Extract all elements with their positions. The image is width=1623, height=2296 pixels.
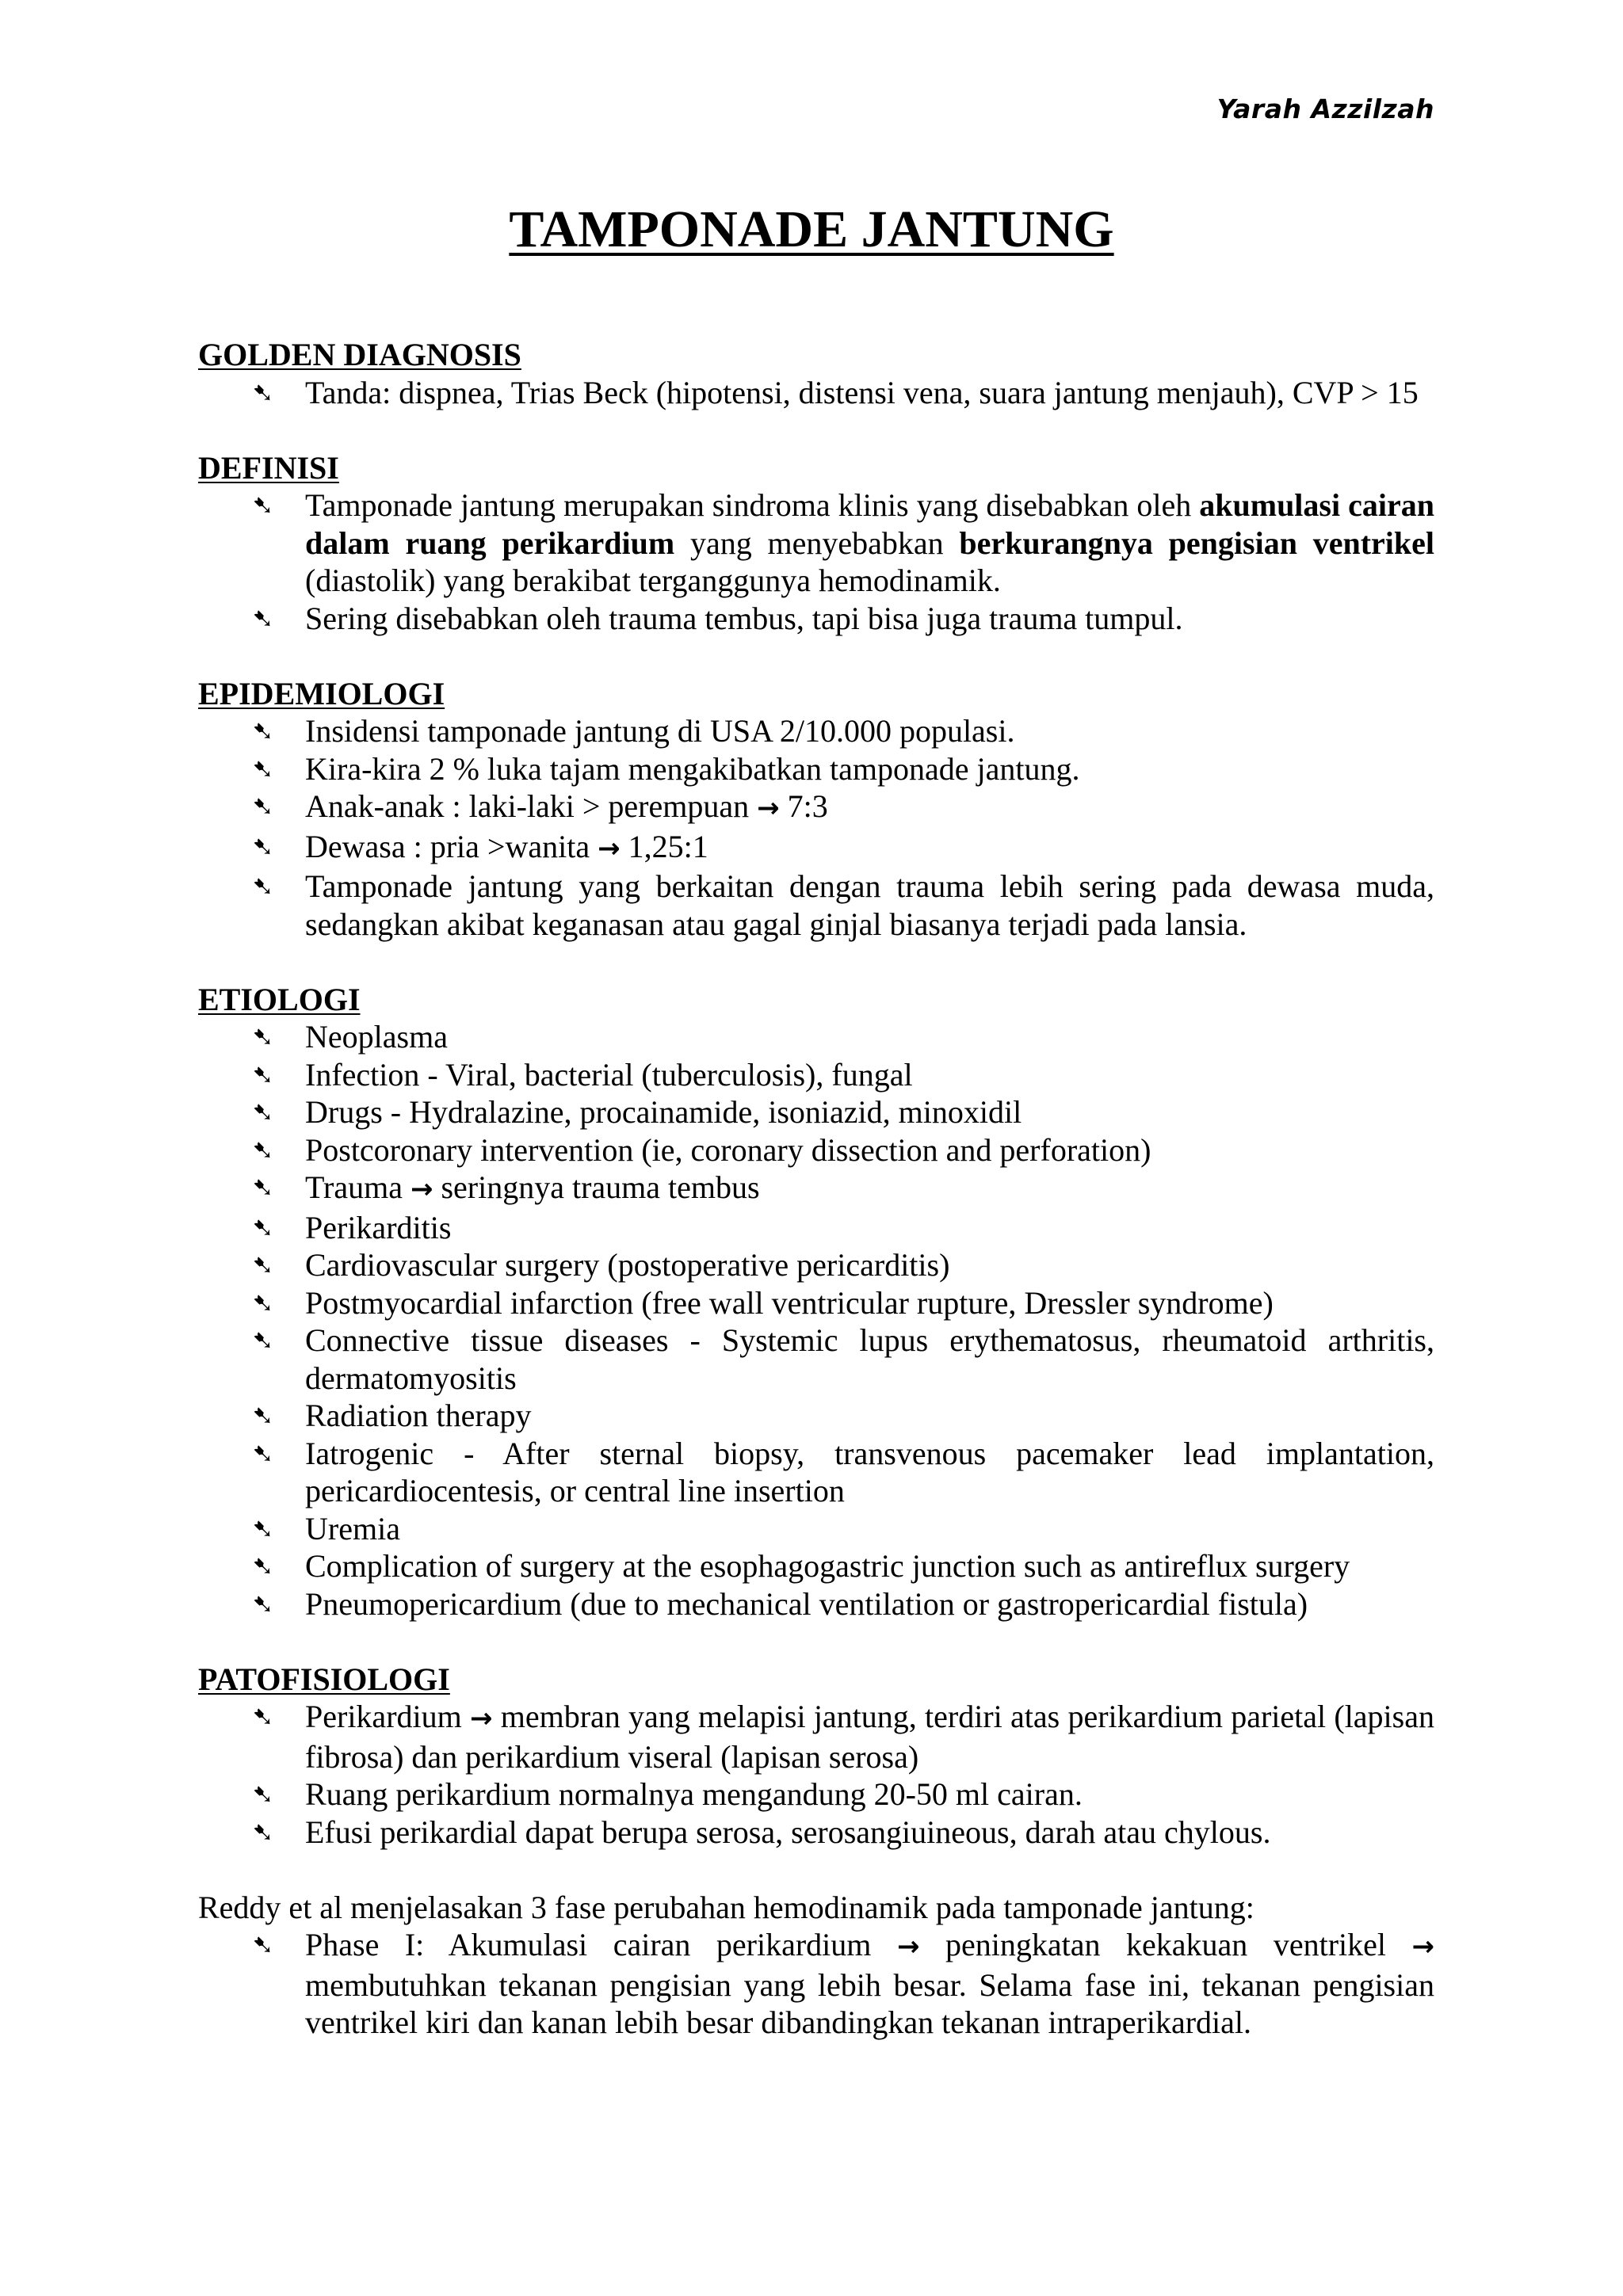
list-item	[198, 1246, 1434, 1284]
bullet-list	[198, 712, 1434, 943]
arrow-bullet-icon: ➷	[252, 1211, 274, 1243]
section-etiologi	[198, 981, 1434, 1623]
list-item-text: Radiation therapy	[305, 1398, 532, 1433]
list-item-text	[305, 829, 708, 864]
list-item-text: Connective tissue diseases - Systemic lupus erythematosus, rheumatoid arthritis, dermatomyositis	[305, 1322, 1434, 1396]
list-item	[198, 1056, 1434, 1094]
arrow-bullet-icon: ➷	[252, 1588, 274, 1619]
list-item	[198, 1093, 1434, 1131]
list-item-text: Uremia	[305, 1510, 400, 1547]
list-item	[198, 750, 1434, 788]
list-item	[198, 1209, 1434, 1247]
list-item-text: Complication of surgery at the esophagogastric junction such as antireflux surgery	[305, 1548, 1350, 1584]
arrow-bullet-icon: ➷	[252, 1816, 274, 1848]
text-run: Anak-anak : laki-laki > perempuan	[305, 788, 750, 824]
bullet-list	[198, 1926, 1434, 2042]
list-item	[198, 1775, 1434, 1814]
list-item	[198, 1698, 1434, 1775]
bullet-list	[198, 374, 1434, 412]
document-title: TAMPONADE JANTUNG	[509, 200, 1114, 258]
section-heading: DEFINISI	[198, 449, 339, 486]
bullet-list	[198, 1018, 1434, 1623]
list-item	[198, 1814, 1434, 1852]
list-item-text: Postcoronary intervention (ie, coronary dissection and perforation)	[305, 1131, 1151, 1168]
arrow-bullet-icon: ➷	[252, 1437, 274, 1469]
list-item-text: Sering disebabkan oleh trauma tembus, tapi bisa juga trauma tumpul.	[305, 600, 1183, 636]
list-item	[198, 1510, 1434, 1548]
list-item	[198, 1435, 1434, 1510]
list-item	[198, 1585, 1434, 1623]
text-run: yang menyebabkan	[674, 524, 960, 561]
arrow-bullet-icon: ➷	[252, 715, 274, 746]
arrow-bullet-icon: ➷	[252, 1701, 274, 1732]
bullet-list	[198, 1698, 1434, 1851]
list-item	[198, 712, 1434, 750]
list-item	[198, 600, 1434, 638]
section-heading: EPIDEMIOLOGI	[198, 675, 445, 711]
arrow-bullet-icon: ➷	[252, 791, 274, 822]
list-item	[198, 1169, 1434, 1209]
text-run: 7:3	[787, 788, 828, 824]
list-item	[198, 1131, 1434, 1169]
list-item	[198, 1547, 1434, 1585]
arrow-bullet-icon: ➷	[252, 1929, 274, 1960]
text-run: membutuhkan tekanan pengisian yang lebih besar. Selama fase ini, tekanan pengisian ventrikel kiri dan kanan lebih besar dibandingkan tekanan intraperikardial.	[305, 1966, 1434, 2040]
list-item-text: Postmyocardial infarction (free wall ventricular rupture, Dressler syndrome)	[305, 1284, 1274, 1321]
list-item	[198, 1397, 1434, 1435]
list-item	[198, 1284, 1434, 1322]
section-heading: ETIOLOGI	[198, 981, 361, 1017]
arrow-bullet-icon: ➷	[252, 1172, 274, 1203]
list-item-text	[305, 1927, 1434, 2040]
section-fase-hemodinamik	[198, 1889, 1434, 2042]
list-item-text: Tamponade jantung yang berkaitan dengan trauma lebih sering pada dewasa muda, sedangkan akibat keganasan atau gagal ginjal biasanya terjadi pada lansia.	[305, 868, 1434, 942]
arrow-bullet-icon: ➷	[252, 1249, 274, 1280]
list-item-text: Perikarditis	[305, 1209, 452, 1245]
list-item-text: Iatrogenic - After sternal biopsy, transvenous pacemaker lead implantation, pericardiocentesis, or central line insertion	[305, 1435, 1434, 1508]
arrow-bullet-icon: ➷	[252, 1325, 274, 1356]
right-arrow-icon: →	[598, 832, 621, 864]
document-body	[198, 336, 1434, 2079]
arrow-bullet-icon: ➷	[252, 1512, 274, 1544]
list-item-text	[305, 788, 828, 824]
arrow-bullet-icon: ➷	[252, 1058, 274, 1090]
list-item-text: Kira-kira 2 % luka tajam mengakibatkan tamponade jantung.	[305, 750, 1080, 787]
arrow-bullet-icon: ➷	[252, 376, 274, 408]
list-item	[198, 788, 1434, 828]
list-item	[198, 1926, 1434, 2042]
author-name: Yarah Azzilzah	[1216, 93, 1434, 124]
text-run: peningkatan kekakuan ventrikel	[945, 1927, 1386, 1962]
text-run: Dewasa : pria >wanita	[305, 828, 590, 864]
right-arrow-icon: →	[757, 792, 780, 824]
arrow-bullet-icon: ➷	[252, 1134, 274, 1165]
list-item-text: Infection - Viral, bacterial (tuberculosis), fungal	[305, 1056, 913, 1093]
bold-text-run: akumulasi cairan dalam ruang perikardium	[305, 487, 1434, 561]
bullet-list	[198, 486, 1434, 637]
right-arrow-icon: →	[410, 1173, 433, 1205]
list-item	[198, 1018, 1434, 1056]
list-item-text	[305, 487, 1434, 598]
list-item-text: Drugs - Hydralazine, procainamide, isoniazid, minoxidil	[305, 1094, 1022, 1130]
text-run: seringnya trauma tembus	[441, 1169, 760, 1205]
section-heading: PATOFISIOLOGI	[198, 1661, 450, 1697]
list-item-text: Tanda: dispnea, Trias Beck (hipotensi, distensi vena, suara jantung menjauh), CVP > 15	[305, 374, 1419, 410]
text-run: membran yang melapisi jantung, terdiri atas perikardium parietal (lapisan fibrosa) dan perikardium viseral (lapisan serosa)	[305, 1699, 1434, 1775]
list-item	[198, 1322, 1434, 1397]
list-item	[198, 868, 1434, 943]
list-item	[198, 374, 1434, 412]
text-run: Phase I: Akumulasi cairan perikardium	[305, 1927, 872, 1962]
list-item-text: Cardiovascular surgery (postoperative pericarditis)	[305, 1247, 950, 1283]
section-definisi	[198, 449, 1434, 638]
section-heading: GOLDEN DIAGNOSIS	[198, 337, 521, 372]
section-patofisiologi	[198, 1661, 1434, 1852]
arrow-bullet-icon: ➷	[252, 490, 274, 521]
arrow-bullet-icon: ➷	[252, 1021, 274, 1052]
list-item-text: Pneumopericardium (due to mechanical ventilation or gastropericardial fistula)	[305, 1585, 1308, 1622]
text-run: (diastolik) yang berakibat terganggunya hemodinamik.	[305, 563, 1001, 598]
list-item-text: Ruang perikardium normalnya mengandung 20-50 ml cairan.	[305, 1776, 1083, 1812]
text-run: Tamponade jantung merupakan sindroma klinis yang disebabkan oleh	[305, 487, 1200, 523]
arrow-bullet-icon: ➷	[252, 602, 274, 634]
list-item-text	[305, 1699, 1434, 1775]
arrow-bullet-icon: ➷	[252, 1400, 274, 1431]
arrow-bullet-icon: ➷	[252, 1779, 274, 1810]
arrow-bullet-icon: ➷	[252, 871, 274, 902]
arrow-bullet-icon: ➷	[252, 1097, 274, 1127]
arrow-bullet-icon: ➷	[252, 753, 274, 784]
right-arrow-icon: →	[896, 1931, 920, 1962]
list-item-text: Efusi perikardial dapat berupa serosa, serosangiuineous, darah atau chylous.	[305, 1814, 1271, 1850]
text-run: 1,25:1	[628, 828, 708, 864]
intro-paragraph: Reddy et al menjelasakan 3 fase perubahan hemodinamik pada tamponade jantung:	[198, 1889, 1254, 1925]
list-item-text: Neoplasma	[305, 1019, 448, 1055]
list-item-text: Insidensi tamponade jantung di USA 2/10.000 populasi.	[305, 713, 1015, 749]
right-arrow-icon: →	[469, 1703, 493, 1734]
bold-text-run: berkurangnya pengisian ventrikel	[959, 524, 1435, 561]
list-item	[198, 486, 1434, 600]
section-epidemiologi	[198, 675, 1434, 944]
right-arrow-icon: →	[1411, 1931, 1435, 1962]
arrow-bullet-icon: ➷	[252, 830, 274, 862]
text-run: Perikardium	[305, 1699, 462, 1734]
arrow-bullet-icon: ➷	[252, 1287, 274, 1318]
section-golden-diagnosis	[198, 336, 1434, 411]
text-run: Trauma	[305, 1169, 403, 1205]
list-item-text	[305, 1169, 760, 1205]
list-item	[198, 828, 1434, 868]
arrow-bullet-icon: ➷	[252, 1550, 274, 1581]
